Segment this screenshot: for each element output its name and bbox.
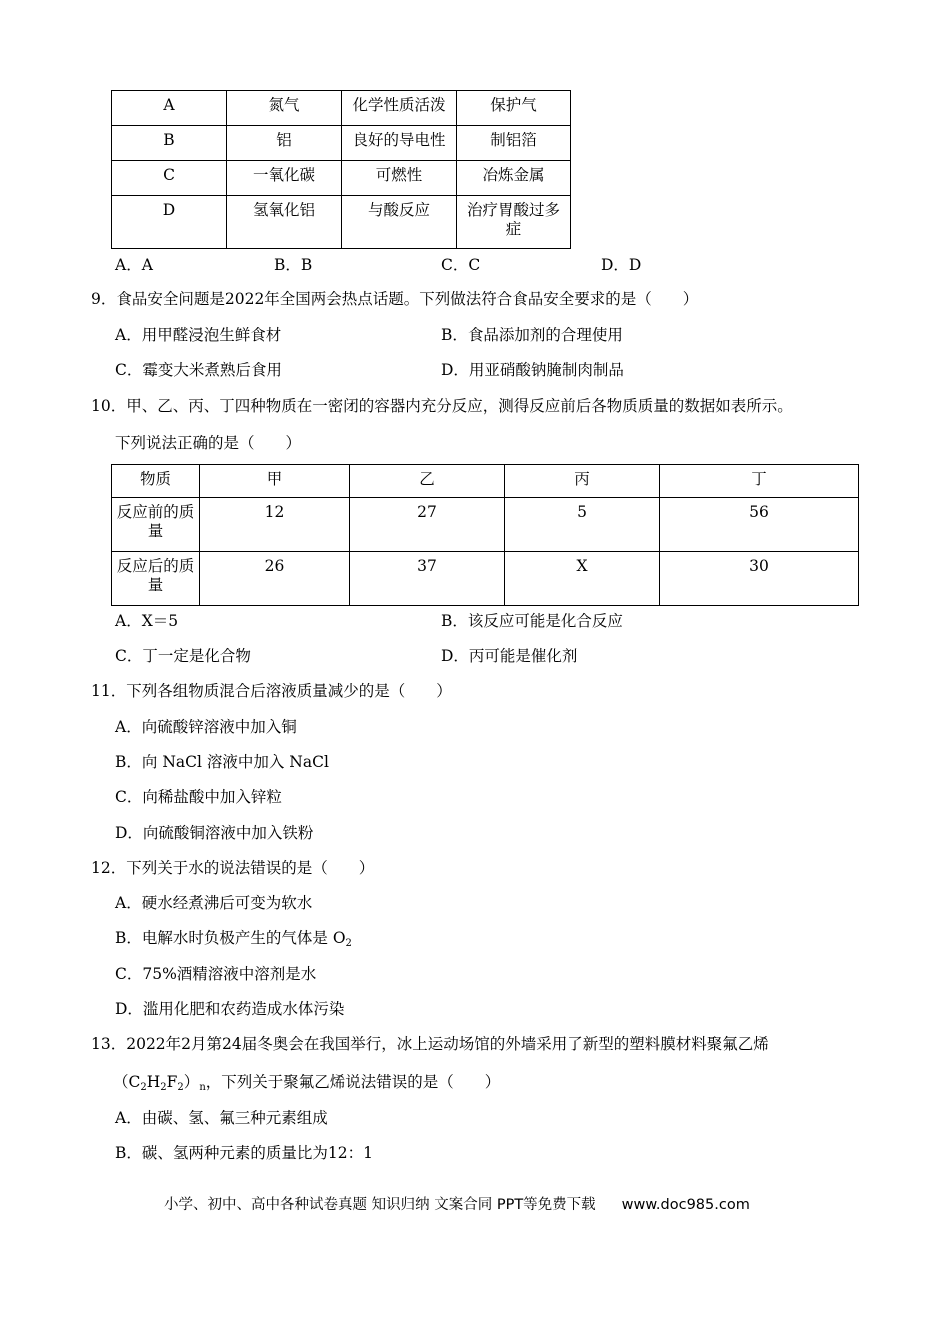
q10-stem: 10．甲、乙、丙、丁四种物质在一密闭的容器内充分反应，测得反应前后各物质质量的数据如表所示。 [91, 397, 793, 415]
table-cell: 27 [350, 498, 505, 552]
table-cell: 一氧化碳 [227, 161, 342, 196]
q9-option-a: A．用甲醛浸泡生鲜食材 [115, 326, 282, 344]
table-row [112, 196, 571, 249]
q10-option-b: B．该反应可能是化合反应 [441, 612, 623, 630]
table-cell: 化学性质活泼 [342, 91, 457, 126]
table-cell: 26 [200, 552, 350, 606]
q9-stem: 9．食品安全问题是2022年全国两会热点话题。下列做法符合食品安全要求的是（ ） [91, 290, 699, 308]
q13-stem: 13．2022年2月第24届冬奥会在我国举行，冰上运动场馆的外墙采用了新型的塑料膜材料聚氟乙烯 [91, 1035, 769, 1053]
table-cell: 可燃性 [342, 161, 457, 196]
table-row [112, 552, 859, 606]
q12-stem: 12．下列关于水的说法错误的是（ ） [91, 859, 375, 877]
table-cell: D [112, 196, 227, 249]
table-cell: 氢氧化铝 [227, 196, 342, 249]
table-header-cell: 物质 [112, 465, 200, 498]
table-cell: 反应前的质量 [112, 498, 200, 552]
q13-stem-tail: ，下列关于聚氟乙烯说法错误的是（ ） [205, 1073, 501, 1091]
formula-open: （C [113, 1073, 141, 1091]
q8-option-b: B．B [274, 256, 313, 274]
formula-sub: 2 [177, 1082, 184, 1093]
q12-option-a: A．硬水经煮沸后可变为软水 [115, 894, 313, 912]
q12-option-b-text: B．电解水时负极产生的气体是 O [115, 929, 346, 947]
footer-text: 小学、初中、高中各种试卷真题 知识归纳 文案合同 PPT等免费下载 [164, 1197, 596, 1213]
table-cell: 12 [200, 498, 350, 552]
table-cell: 反应后的质量 [112, 552, 200, 606]
table-cell: X [505, 552, 660, 606]
table-cell: B [112, 126, 227, 161]
table-cell: 5 [505, 498, 660, 552]
q8-option-a: A．A [115, 256, 153, 274]
q10-stem-2: 下列说法正确的是（ ） [115, 434, 302, 452]
table-row [112, 498, 859, 552]
table-cell: 保护气 [457, 91, 571, 126]
table-cell: 良好的导电性 [342, 126, 457, 161]
table-header-row [112, 465, 859, 498]
table-header-cell: 丙 [505, 465, 660, 498]
q13-option-b: B．碳、氢两种元素的质量比为12：1 [115, 1144, 373, 1162]
table-cell: 与酸反应 [342, 196, 457, 249]
table-header-cell: 丁 [660, 465, 859, 498]
table-cell: A [112, 91, 227, 126]
q12-option-d: D．滥用化肥和农药造成水体污染 [115, 1000, 345, 1018]
table-cell: 铝 [227, 126, 342, 161]
formula-sub: n [199, 1082, 206, 1093]
formula-element: F [166, 1073, 178, 1091]
q11-option-d: D．向硫酸铜溶液中加入铁粉 [115, 824, 314, 842]
q11-option-c: C．向稀盐酸中加入锌粒 [115, 788, 282, 806]
q9-option-d: D．用亚硝酸钠腌制肉制品 [441, 361, 624, 379]
q10-option-d: D．丙可能是催化剂 [441, 647, 578, 665]
q8-table [111, 90, 571, 249]
table-cell: 制铝箔 [457, 126, 571, 161]
table-cell: 氮气 [227, 91, 342, 126]
q8-option-d: D．D [601, 256, 642, 274]
table-cell: 治疗胃酸过多症 [457, 196, 571, 249]
q11-stem: 11．下列各组物质混合后溶液质量减少的是（ ） [91, 682, 452, 700]
formula-close: ） [183, 1073, 200, 1091]
table-row [112, 126, 571, 161]
table-header-cell: 乙 [350, 465, 505, 498]
q12-option-b [115, 928, 352, 948]
q13-stem-2 [113, 1072, 500, 1092]
table-cell: 30 [660, 552, 859, 606]
q8-option-c: C．C [441, 256, 481, 274]
q12-option-b-subscript: 2 [345, 938, 352, 949]
q12-option-c: C．75%酒精溶液中溶剂是水 [115, 965, 317, 983]
table-cell: 37 [350, 552, 505, 606]
q11-option-b: B．向 NaCl 溶液中加入 NaCl [115, 753, 329, 771]
q10-option-c: C．丁一定是化合物 [115, 647, 251, 665]
formula-element: H [146, 1073, 161, 1091]
formula-sub: 2 [140, 1082, 147, 1093]
page-footer [164, 1193, 750, 1214]
table-cell: C [112, 161, 227, 196]
table-cell: 56 [660, 498, 859, 552]
table-row [112, 161, 571, 196]
table-cell: 冶炼金属 [457, 161, 571, 196]
formula-sub: 2 [160, 1082, 167, 1093]
q10-option-a: A．X＝5 [115, 612, 179, 630]
table-row [112, 91, 571, 126]
q13-option-a: A．由碳、氢、氟三种元素组成 [115, 1109, 328, 1127]
q10-table [111, 464, 859, 606]
q9-option-c: C．霉变大米煮熟后食用 [115, 361, 282, 379]
footer-url: www.doc985.com [621, 1197, 750, 1213]
q11-option-a: A．向硫酸锌溶液中加入铜 [115, 718, 297, 736]
q9-option-b: B．食品添加剂的合理使用 [441, 326, 623, 344]
table-header-cell: 甲 [200, 465, 350, 498]
